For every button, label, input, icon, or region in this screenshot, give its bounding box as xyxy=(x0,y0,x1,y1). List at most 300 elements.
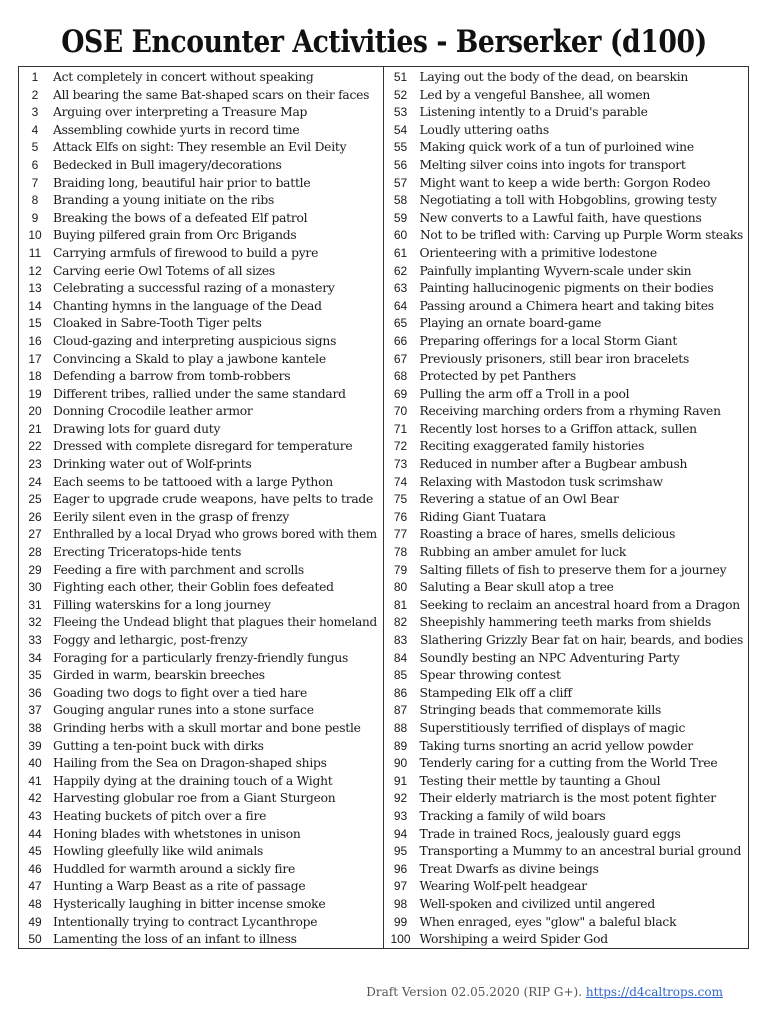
table-row xyxy=(384,526,749,544)
row-activity: Recently lost horses to a Griffon attack, sullen xyxy=(419,421,697,436)
row-activity: Act completely in concert without speaking xyxy=(53,70,314,84)
table-row xyxy=(19,245,383,263)
row-activity: Pulling the arm off a Troll in a pool xyxy=(419,386,630,401)
table-row xyxy=(384,720,749,738)
row-activity: Negotiating a toll with Hobgoblins, growing testy xyxy=(419,193,717,208)
row-activity: Tenderly caring for a cutting from the World Tree xyxy=(419,756,718,771)
row-activity: Assembling cowhide yurts in record time xyxy=(53,122,300,137)
row-activity: Led by a vengeful Banshee, all women xyxy=(419,87,651,102)
table-row xyxy=(19,333,383,351)
table-row xyxy=(384,474,749,492)
row-number: 29 xyxy=(28,562,42,577)
row-number: 67 xyxy=(393,351,408,366)
row-number: 16 xyxy=(28,333,42,348)
table-row xyxy=(19,738,383,756)
row-activity: Donning Crocodile leather armor xyxy=(53,404,253,419)
row-activity: Convincing a Skald to play a jawbone kantele xyxy=(53,351,326,366)
row-activity: Drawing lots for guard duty xyxy=(53,421,221,436)
row-activity: Hailing from the Sea on Dragon-shaped ships xyxy=(53,756,327,771)
row-number: 8 xyxy=(31,193,39,208)
table-row xyxy=(384,702,749,720)
row-activity: Taking turns snorting an acrid yellow powder xyxy=(419,738,693,753)
row-number: 100 xyxy=(390,932,411,947)
table-row xyxy=(384,386,749,404)
row-number: 45 xyxy=(28,844,42,859)
row-activity: Foggy and lethargic, post-frenzy xyxy=(53,633,248,647)
footer-version-text: Draft Version 02.05.2020 (RIP G+). xyxy=(366,985,586,999)
row-number: 40 xyxy=(28,756,42,771)
table-row xyxy=(19,227,383,245)
row-activity: Trade in trained Rocs, jealously guard eggs xyxy=(419,826,681,841)
row-activity: Celebrating a successful razing of a monastery xyxy=(53,281,335,296)
row-number: 26 xyxy=(28,509,42,524)
row-activity: Relaxing with Mastodon tusk scrimshaw xyxy=(419,474,663,489)
table-row xyxy=(384,175,749,193)
row-number: 35 xyxy=(28,668,42,683)
row-number: 19 xyxy=(28,386,42,401)
table-row xyxy=(19,157,383,175)
row-activity: Carrying armfuls of firewood to build a pyre xyxy=(53,245,319,260)
row-activity: Breaking the bows of a defeated Elf patrol xyxy=(53,210,308,225)
table-row xyxy=(384,421,749,439)
row-activity: Chanting hymns in the language of the Dead xyxy=(53,298,322,313)
row-activity: Filling waterskins for a long journey xyxy=(53,597,271,612)
table-row xyxy=(384,509,749,527)
row-activity: Rubbing an amber amulet for luck xyxy=(419,545,627,560)
row-number: 27 xyxy=(28,527,42,542)
row-number: 25 xyxy=(28,492,42,507)
row-number: 42 xyxy=(28,791,42,806)
row-activity: Huddled for warmth around a sickly fire xyxy=(53,861,296,876)
row-number: 83 xyxy=(393,633,408,647)
row-number: 78 xyxy=(393,545,408,560)
table-row xyxy=(384,227,749,245)
row-activity: Painfully implanting Wyvern-scale under skin xyxy=(419,263,692,278)
row-number: 72 xyxy=(393,439,408,454)
table-row xyxy=(19,597,383,615)
row-activity: Eerily silent even in the grasp of frenzy xyxy=(53,509,290,524)
table-row xyxy=(19,914,383,932)
row-activity: Goading two dogs to fight over a tied hare xyxy=(53,685,308,700)
row-activity: Branding a young initiate on the ribs xyxy=(53,193,275,208)
table-row xyxy=(19,650,383,668)
table-row xyxy=(19,192,383,210)
row-activity: Dressed with complete disregard for temperature xyxy=(53,439,353,454)
row-number: 20 xyxy=(28,404,42,419)
table-row xyxy=(384,544,749,562)
row-number: 81 xyxy=(393,597,408,612)
table-row xyxy=(19,386,383,404)
row-activity: All bearing the same Bat-shaped scars on their faces xyxy=(53,87,370,102)
row-number: 64 xyxy=(393,298,408,313)
table-row xyxy=(19,562,383,580)
row-activity: Slathering Grizzly Bear fat on hair, beards, and bodies xyxy=(419,633,743,647)
table-row xyxy=(384,245,749,263)
row-activity: Hunting a Warp Beast as a rite of passage xyxy=(53,879,306,894)
row-activity: Might want to keep a wide berth: Gorgon Rodeo xyxy=(419,175,711,190)
row-activity: Cloaked in Sabre-Tooth Tiger pelts xyxy=(53,316,262,331)
row-number: 80 xyxy=(393,580,408,595)
row-activity: Listening intently to a Druid's parable xyxy=(419,105,648,120)
table-row xyxy=(19,315,383,333)
table-row xyxy=(19,755,383,773)
row-number: 66 xyxy=(393,333,408,348)
table-row xyxy=(384,139,749,157)
row-number: 36 xyxy=(28,685,42,700)
table-row xyxy=(19,667,383,685)
row-number: 53 xyxy=(393,105,408,120)
table-row xyxy=(384,491,749,509)
table-row xyxy=(19,790,383,808)
row-number: 59 xyxy=(393,210,408,225)
row-number: 54 xyxy=(393,122,408,137)
row-activity: Riding Giant Tuatara xyxy=(419,509,546,524)
row-number: 96 xyxy=(393,861,408,876)
row-number: 87 xyxy=(393,703,408,718)
row-activity: Heating buckets of pitch over a fire xyxy=(53,808,267,823)
table-row xyxy=(19,614,383,632)
row-activity: Erecting Triceratops-hide tents xyxy=(53,545,242,560)
row-activity: Fighting each other, their Goblin foes defeated xyxy=(53,580,334,595)
row-number: 89 xyxy=(393,738,408,753)
table-row xyxy=(19,931,383,949)
row-number: 93 xyxy=(393,808,408,823)
row-number: 17 xyxy=(28,351,42,366)
row-number: 68 xyxy=(393,369,408,384)
table-row xyxy=(384,192,749,210)
table-row xyxy=(384,685,749,703)
table-row xyxy=(384,579,749,597)
table-row xyxy=(384,315,749,333)
row-activity: Each seems to be tattooed with a large Python xyxy=(53,474,333,489)
row-activity: Carving eerie Owl Totems of all sizes xyxy=(53,263,275,278)
table-row xyxy=(19,702,383,720)
table-row xyxy=(19,826,383,844)
row-number: 73 xyxy=(393,457,408,472)
row-activity: Soundly besting an NPC Adventuring Party xyxy=(419,650,680,665)
table-row xyxy=(19,509,383,527)
row-number: 90 xyxy=(393,756,408,771)
row-number: 71 xyxy=(393,421,408,436)
row-activity: Feeding a fire with parchment and scrolls xyxy=(53,562,304,577)
table-column-left xyxy=(19,67,384,948)
row-number: 58 xyxy=(393,193,408,208)
row-activity: Intentionally trying to contract Lycanthrope xyxy=(53,914,318,929)
row-number: 46 xyxy=(28,861,42,876)
row-activity: Melting silver coins into ingots for transport xyxy=(419,157,686,172)
footer-link[interactable]: https://d4caltrops.com xyxy=(585,985,723,999)
row-number: 51 xyxy=(393,70,408,84)
table-row xyxy=(19,878,383,896)
table-row xyxy=(384,298,749,316)
row-number: 65 xyxy=(393,316,408,331)
row-number: 49 xyxy=(28,914,42,929)
row-activity: Their elderly matriarch is the most potent fighter xyxy=(419,791,716,806)
row-number: 9 xyxy=(31,210,39,225)
row-number: 38 xyxy=(28,720,42,735)
row-number: 94 xyxy=(393,826,408,841)
table-row xyxy=(384,843,749,861)
row-number: 75 xyxy=(393,492,408,507)
row-activity: Protected by pet Panthers xyxy=(419,369,576,384)
row-activity: Painting hallucinogenic pigments on their bodies xyxy=(419,281,714,296)
table-row xyxy=(384,368,749,386)
row-number: 60 xyxy=(393,228,408,243)
table-row xyxy=(384,438,749,456)
row-activity: Braiding long, beautiful hair prior to battle xyxy=(53,175,311,190)
table-row xyxy=(19,69,383,87)
row-number: 14 xyxy=(28,298,42,313)
row-activity: Not to be trifled with: Carving up Purple Worm steaks xyxy=(419,228,743,243)
row-number: 24 xyxy=(28,474,42,489)
row-number: 7 xyxy=(31,175,39,190)
row-activity: Seeking to reclaim an ancestral hoard from a Dragon xyxy=(419,597,740,612)
row-number: 6 xyxy=(31,157,39,172)
row-number: 52 xyxy=(393,87,408,102)
row-activity: Loudly uttering oaths xyxy=(419,122,549,137)
footer xyxy=(366,985,723,999)
row-number: 21 xyxy=(28,421,42,436)
table-row xyxy=(19,122,383,140)
table-row xyxy=(19,843,383,861)
table-row xyxy=(19,263,383,281)
row-number: 85 xyxy=(393,668,408,683)
table-row xyxy=(384,755,749,773)
row-number: 2 xyxy=(31,87,39,102)
table-row xyxy=(19,351,383,369)
row-number: 22 xyxy=(28,439,42,454)
row-activity: Stampeding Elk off a cliff xyxy=(419,685,572,700)
table-row xyxy=(19,421,383,439)
row-number: 37 xyxy=(28,703,42,718)
table-row xyxy=(19,896,383,914)
table-row xyxy=(19,280,383,298)
table-row xyxy=(384,157,749,175)
row-activity: Playing an ornate board-game xyxy=(419,316,602,331)
row-activity: Drinking water out of Wolf-prints xyxy=(53,457,252,472)
row-activity: Roasting a brace of hares, smells delicious xyxy=(419,527,676,542)
row-activity: Superstitiously terrified of displays of magic xyxy=(419,720,686,735)
table-row xyxy=(384,878,749,896)
row-activity: Making quick work of a tun of purloined wine xyxy=(419,140,694,155)
table-row xyxy=(19,210,383,228)
row-activity: Transporting a Mummy to an ancestral burial ground xyxy=(419,844,742,859)
row-number: 15 xyxy=(28,316,42,331)
table-row xyxy=(384,738,749,756)
row-activity: Defending a barrow from tomb-robbers xyxy=(53,369,291,384)
table-row xyxy=(19,403,383,421)
row-activity: Harvesting globular roe from a Giant Sturgeon xyxy=(53,791,336,806)
table-row xyxy=(384,931,749,949)
table-row xyxy=(384,122,749,140)
row-activity: Well-spoken and civilized until angered xyxy=(419,896,655,911)
table-row xyxy=(19,491,383,509)
row-activity: Gutting a ten-point buck with dirks xyxy=(53,738,264,753)
table-row xyxy=(19,474,383,492)
row-activity: New converts to a Lawful faith, have questions xyxy=(419,210,702,225)
table-row xyxy=(19,579,383,597)
row-number: 11 xyxy=(28,245,42,260)
table-row xyxy=(19,104,383,122)
table-row xyxy=(384,773,749,791)
row-activity: Different tribes, rallied under the same standard xyxy=(53,386,346,401)
row-activity: Buying pilfered grain from Orc Brigands xyxy=(53,228,297,243)
row-number: 31 xyxy=(28,597,42,612)
row-activity: Salting fillets of fish to preserve them for a journey xyxy=(419,562,727,577)
row-number: 57 xyxy=(393,175,408,190)
row-number: 70 xyxy=(393,404,408,419)
table-row xyxy=(19,720,383,738)
row-activity: Eager to upgrade crude weapons, have pelts to trade xyxy=(53,492,374,507)
row-activity: Girded in warm, bearskin breeches xyxy=(53,668,265,683)
row-activity: Arguing over interpreting a Treasure Map xyxy=(53,105,308,120)
row-activity: Wearing Wolf-pelt headgear xyxy=(419,879,587,894)
table-row xyxy=(19,632,383,650)
row-number: 50 xyxy=(28,932,42,947)
table-row xyxy=(384,632,749,650)
row-activity: Passing around a Chimera heart and taking bites xyxy=(419,298,714,313)
row-number: 32 xyxy=(28,615,42,630)
row-activity: Orienteering with a primitive lodestone xyxy=(419,245,657,260)
row-activity: Preparing offerings for a local Storm Giant xyxy=(419,333,678,348)
table-row xyxy=(384,614,749,632)
table-row xyxy=(19,526,383,544)
row-number: 63 xyxy=(393,281,408,296)
row-activity: Sheepishly hammering teeth marks from shields xyxy=(419,615,712,630)
row-number: 47 xyxy=(28,879,42,894)
row-activity: Stringing beads that commemorate kills xyxy=(419,703,662,718)
row-number: 4 xyxy=(31,122,39,137)
row-activity: Fleeing the Undead blight that plagues their homeland xyxy=(52,615,378,630)
table-row xyxy=(19,773,383,791)
table-row xyxy=(19,808,383,826)
row-number: 86 xyxy=(393,685,408,700)
table-row xyxy=(384,650,749,668)
table-row xyxy=(384,210,749,228)
table-row xyxy=(384,861,749,879)
table-row xyxy=(19,175,383,193)
table-row xyxy=(384,69,749,87)
table-row xyxy=(384,562,749,580)
row-activity: Gouging angular runes into a stone surface xyxy=(53,703,314,718)
table-row xyxy=(384,667,749,685)
table-row xyxy=(384,896,749,914)
row-activity: Attack Elfs on sight: They resemble an Evil Deity xyxy=(53,140,347,155)
table-row xyxy=(384,790,749,808)
row-activity: Saluting a Bear skull atop a tree xyxy=(419,580,614,595)
row-activity: Revering a statue of an Owl Bear xyxy=(419,492,619,507)
row-number: 3 xyxy=(31,105,39,120)
row-activity: Tracking a family of wild boars xyxy=(419,808,606,823)
row-activity: Spear throwing contest xyxy=(419,668,561,683)
table-row xyxy=(19,139,383,157)
row-number: 84 xyxy=(393,650,408,665)
table-row xyxy=(384,597,749,615)
table-row xyxy=(384,333,749,351)
table-row xyxy=(384,104,749,122)
row-number: 56 xyxy=(393,157,408,172)
row-number: 97 xyxy=(393,879,408,894)
row-number: 91 xyxy=(393,773,408,788)
row-activity: Reciting exaggerated family histories xyxy=(419,439,645,454)
row-activity: Receiving marching orders from a rhyming Raven xyxy=(419,404,721,419)
row-activity: Enthralled by a local Dryad who grows bored with them xyxy=(52,527,377,542)
table-column-right xyxy=(384,67,749,948)
row-number: 79 xyxy=(393,562,408,577)
row-number: 12 xyxy=(28,263,42,278)
row-number: 92 xyxy=(393,791,408,806)
row-number: 41 xyxy=(28,773,42,788)
row-number: 62 xyxy=(393,263,408,278)
row-activity: Howling gleefully like wild animals xyxy=(53,844,264,859)
table-row xyxy=(19,298,383,316)
table-row xyxy=(384,456,749,474)
row-activity: Happily dying at the draining touch of a Wight xyxy=(53,773,333,788)
row-number: 39 xyxy=(28,738,42,753)
table-row xyxy=(384,87,749,105)
row-number: 82 xyxy=(393,615,408,630)
row-number: 55 xyxy=(393,140,408,155)
row-activity: Reduced in number after a Bugbear ambush xyxy=(419,457,688,472)
table-row xyxy=(384,826,749,844)
table-row xyxy=(384,403,749,421)
row-number: 61 xyxy=(393,245,408,260)
table-row xyxy=(19,544,383,562)
table-row xyxy=(19,861,383,879)
row-number: 1 xyxy=(31,70,39,84)
row-number: 28 xyxy=(28,545,42,560)
table-row xyxy=(384,351,749,369)
row-number: 44 xyxy=(28,826,42,841)
row-activity: Previously prisoners, still bear iron bracelets xyxy=(419,351,690,366)
row-number: 30 xyxy=(28,580,42,595)
table-row xyxy=(384,280,749,298)
row-number: 5 xyxy=(31,140,39,155)
row-activity: Honing blades with whetstones in unison xyxy=(53,826,301,841)
row-number: 13 xyxy=(28,281,42,296)
row-activity: Bedecked in Bull imagery/decorations xyxy=(53,157,282,172)
row-number: 23 xyxy=(28,457,42,472)
table-row xyxy=(19,87,383,105)
table-row xyxy=(19,438,383,456)
row-number: 77 xyxy=(393,527,408,542)
row-activity: When enraged, eyes "glow" a baleful black xyxy=(419,914,677,929)
encounter-table xyxy=(18,66,749,949)
row-number: 48 xyxy=(28,896,42,911)
row-activity: Foraging for a particularly frenzy-friendly fungus xyxy=(53,650,349,665)
row-activity: Testing their mettle by taunting a Ghoul xyxy=(419,773,661,788)
row-number: 98 xyxy=(393,896,408,911)
row-number: 74 xyxy=(393,474,408,489)
table-row xyxy=(384,914,749,932)
row-activity: Lamenting the loss of an infant to illness xyxy=(53,932,297,947)
row-number: 34 xyxy=(28,650,42,665)
table-row xyxy=(384,808,749,826)
row-number: 33 xyxy=(28,633,42,647)
row-number: 69 xyxy=(393,386,408,401)
row-number: 76 xyxy=(393,509,408,524)
row-activity: Treat Dwarfs as divine beings xyxy=(419,861,599,876)
row-activity: Laying out the body of the dead, on bearskin xyxy=(419,70,689,84)
row-activity: Grinding herbs with a skull mortar and bone pestle xyxy=(53,720,361,735)
row-activity: Hysterically laughing in bitter incense smoke xyxy=(53,896,326,911)
row-number: 88 xyxy=(393,720,408,735)
table-row xyxy=(384,263,749,281)
row-number: 18 xyxy=(28,369,42,384)
row-activity: Worshiping a weird Spider God xyxy=(419,932,608,947)
table-row xyxy=(19,685,383,703)
row-activity: Cloud-gazing and interpreting auspicious signs xyxy=(53,333,337,348)
